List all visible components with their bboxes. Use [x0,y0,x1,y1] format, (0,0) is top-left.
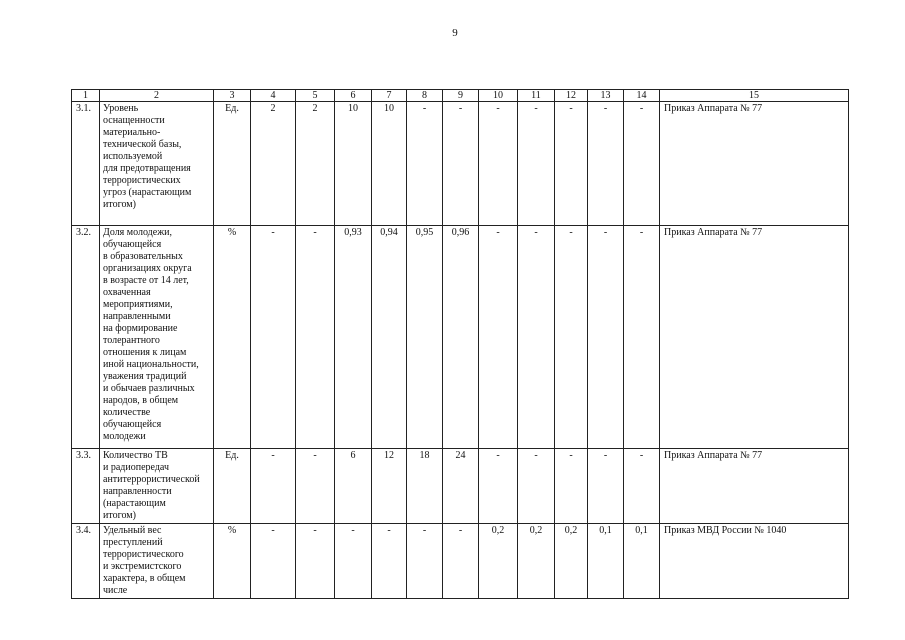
value-cell: 2 [251,102,296,226]
indicator-name-line: Уровень [103,103,139,114]
value-cell: 0,2 [555,524,588,599]
indicator-name-line: используемой [103,151,163,162]
value-cell: - [624,449,660,524]
indicators-table [71,89,849,599]
indicator-name-line: и обычаев различных [103,383,195,394]
indicator-name-line: технической базы, [103,139,182,150]
source-cell: Приказ Аппарата № 77 [660,226,849,449]
value-cell: 12 [372,449,407,524]
indicator-name-line: на формирование [103,323,178,334]
column-header-14: 14 [624,90,660,102]
value-cell: - [555,449,588,524]
indicator-name-line: толерантного [103,335,160,346]
source-cell: Приказ Аппарата № 77 [660,102,849,226]
indicator-name [100,102,214,226]
row-number: 3.4. [72,524,100,599]
indicator-name-line: Удельный вес [103,525,162,536]
indicator-name-line: и экстремистского [103,561,182,572]
indicator-name [100,524,214,599]
value-cell: - [518,226,555,449]
value-cell: - [624,102,660,226]
value-cell: - [443,102,479,226]
indicator-name-line: террористических [103,175,181,186]
value-cell: - [479,449,518,524]
column-header-10: 10 [479,90,518,102]
table-row [72,449,849,524]
value-cell: - [479,102,518,226]
column-header-6: 6 [335,90,372,102]
value-cell: 0,1 [588,524,624,599]
value-cell: - [407,102,443,226]
value-cell: - [251,449,296,524]
value-cell: - [479,226,518,449]
column-header-11: 11 [518,90,555,102]
indicator-name-line: оснащенности [103,115,165,126]
indicator-name-line: для предотвращения [103,163,191,174]
header-row [72,90,849,102]
column-header-9: 9 [443,90,479,102]
unit-cell: % [214,524,251,599]
value-cell: 0,1 [624,524,660,599]
unit-cell: % [214,226,251,449]
indicator-name-line: в образовательных [103,251,183,262]
value-cell: - [518,449,555,524]
table-row [72,524,849,599]
column-header-1: 1 [72,90,100,102]
indicator-name-line: преступлений [103,537,163,548]
source-cell: Приказ МВД России № 1040 [660,524,849,599]
indicator-name-line: Количество ТВ [103,450,168,461]
indicator-name-line: народов, в общем [103,395,179,406]
column-header-12: 12 [555,90,588,102]
unit-cell: Ед. [214,449,251,524]
indicator-name-line: направленными [103,311,171,322]
indicator-name-line: характера, в общем [103,573,186,584]
row-number: 3.2. [72,226,100,449]
table-row [72,226,849,449]
indicator-name-line: иной национальности, [103,359,199,370]
value-cell: 0,93 [335,226,372,449]
indicator-name-line: количестве [103,407,151,418]
value-cell: - [624,226,660,449]
value-cell: 10 [335,102,372,226]
indicator-name-line: числе [103,585,128,596]
indicator-name-line: итогом) [103,199,136,210]
value-cell: - [443,524,479,599]
indicator-name-line: организациях округа [103,263,192,274]
value-cell: 24 [443,449,479,524]
column-header-5: 5 [296,90,335,102]
value-cell: 0,2 [518,524,555,599]
value-cell: - [588,226,624,449]
column-header-2: 2 [100,90,214,102]
value-cell: - [588,449,624,524]
table-row [72,102,849,226]
row-number: 3.1. [72,102,100,226]
value-cell: - [555,226,588,449]
column-header-13: 13 [588,90,624,102]
value-cell: - [296,226,335,449]
value-cell: 2 [296,102,335,226]
value-cell: - [518,102,555,226]
value-cell: 10 [372,102,407,226]
value-cell: - [372,524,407,599]
column-header-15: 15 [660,90,849,102]
value-cell: - [335,524,372,599]
indicator-name-line: мероприятиями, [103,299,173,310]
indicator-name-line: материально- [103,127,161,138]
indicator-name-line: угроз (нарастающим [103,187,192,198]
value-cell: 0,94 [372,226,407,449]
value-cell: - [588,102,624,226]
indicator-name [100,449,214,524]
value-cell: - [407,524,443,599]
indicator-name-line: уважения традиций [103,371,187,382]
value-cell: - [555,102,588,226]
column-header-7: 7 [372,90,407,102]
indicator-name-line: отношения к лицам [103,347,187,358]
indicator-name-line: и радиопередач [103,462,169,473]
indicator-name-line: молодежи [103,431,146,442]
indicator-name-line: направленности [103,486,172,497]
value-cell: 0,2 [479,524,518,599]
indicator-name-line: в возрасте от 14 лет, [103,275,189,286]
indicator-name-line: охваченная [103,287,151,298]
value-cell: 0,96 [443,226,479,449]
value-cell: 6 [335,449,372,524]
value-cell: 0,95 [407,226,443,449]
column-header-4: 4 [251,90,296,102]
unit-cell: Ед. [214,102,251,226]
indicator-name-line: обучающейся [103,419,162,430]
row-number: 3.3. [72,449,100,524]
value-cell: - [296,524,335,599]
indicator-name-line: (нарастающим [103,498,166,509]
value-cell: 18 [407,449,443,524]
indicator-name-line: обучающейся [103,239,162,250]
indicator-name-line: террористического [103,549,184,560]
value-cell: - [251,524,296,599]
indicator-name-line: антитеррористической [103,474,200,485]
column-header-8: 8 [407,90,443,102]
value-cell: - [251,226,296,449]
source-cell: Приказ Аппарата № 77 [660,449,849,524]
value-cell: - [296,449,335,524]
column-header-3: 3 [214,90,251,102]
indicator-name [100,226,214,449]
indicator-name-line: итогом) [103,510,136,521]
page-number: 9 [452,27,458,39]
indicator-name-line: Доля молодежи, [103,227,172,238]
